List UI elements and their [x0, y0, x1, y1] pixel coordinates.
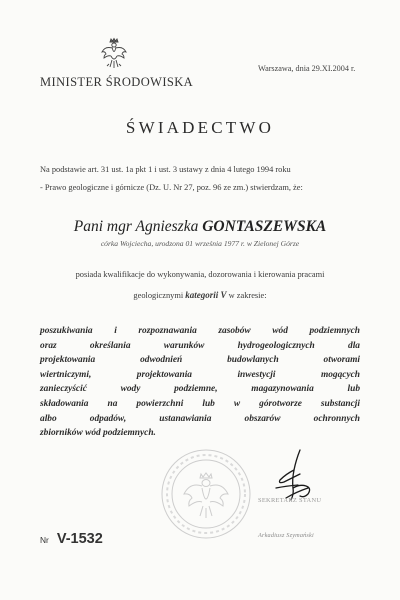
scope-line: wiertniczymi, projektowania inwestycji mogących	[40, 369, 360, 380]
stamp-title: SEKRETARZ STANU	[258, 497, 322, 504]
document-title: ŚWIADECTWO	[125, 118, 275, 137]
holder-birth-details: córka Wojciecha, urodzona 01 września 1977 r. w Zielonej Górze	[100, 239, 300, 248]
holder-name-prefix: Pani mgr Agnieszka	[73, 218, 199, 235]
scope-line: projektowania odwodnień budowlanych otworami	[40, 355, 360, 366]
scope-line: zanieczyścić wody podziemne, magazynowania lub	[40, 384, 360, 395]
embossed-seal-icon	[160, 448, 252, 540]
handwritten-signature-icon	[256, 448, 336, 518]
scope-line: zbiorników wód podziemnych.	[40, 428, 156, 439]
certificate-number-label: Nr	[40, 535, 49, 545]
holder-name	[0, 218, 400, 236]
certificate-number-value: V-1532	[56, 531, 103, 547]
polish-eagle-emblem-icon	[100, 36, 128, 70]
qualification-suffix: w zakresie:	[228, 291, 267, 300]
certificate-number	[40, 530, 103, 548]
stamp-name: Arkadiusz Szymański	[258, 532, 314, 539]
issuing-authority: MINISTER ŚRODOWISKA	[40, 75, 194, 89]
qualification-category: kategorii V	[185, 290, 227, 300]
holder-surname: GONTASZEWSKA	[202, 218, 327, 235]
scope-line: poszukiwania i rozpoznawania zasobów wód podziemnych	[40, 326, 360, 336]
scope-line: składowania na powierzchni lub w górotworze substancji	[40, 398, 360, 409]
scope-line: albo odpadów, ustanawiania obszarów ochronnych	[40, 413, 360, 424]
issue-date: Warszawa, dnia 29.XI.2004 r.	[258, 64, 356, 73]
legal-basis-line-1: Na podstawie art. 31 ust. 1a pkt 1 i ust. 3 ustawy z dnia 4 lutego 1994 roku	[40, 165, 291, 174]
scope-line: oraz określania warunków hydrogeologicznych dla	[40, 340, 360, 351]
qualification-prefix: geologicznymi	[133, 291, 184, 300]
legal-basis-line-2: - Prawo geologiczne i górnicze (Dz. U. Nr 27, poz. 96 ze zm.) stwierdzam, że:	[40, 183, 303, 192]
qualification-line-1: posiada kwalifikacje do wykonywania, dozorowania i kierowania pracami	[75, 270, 325, 279]
qualification-line-2	[0, 290, 400, 300]
scope-of-qualification	[40, 324, 360, 441]
